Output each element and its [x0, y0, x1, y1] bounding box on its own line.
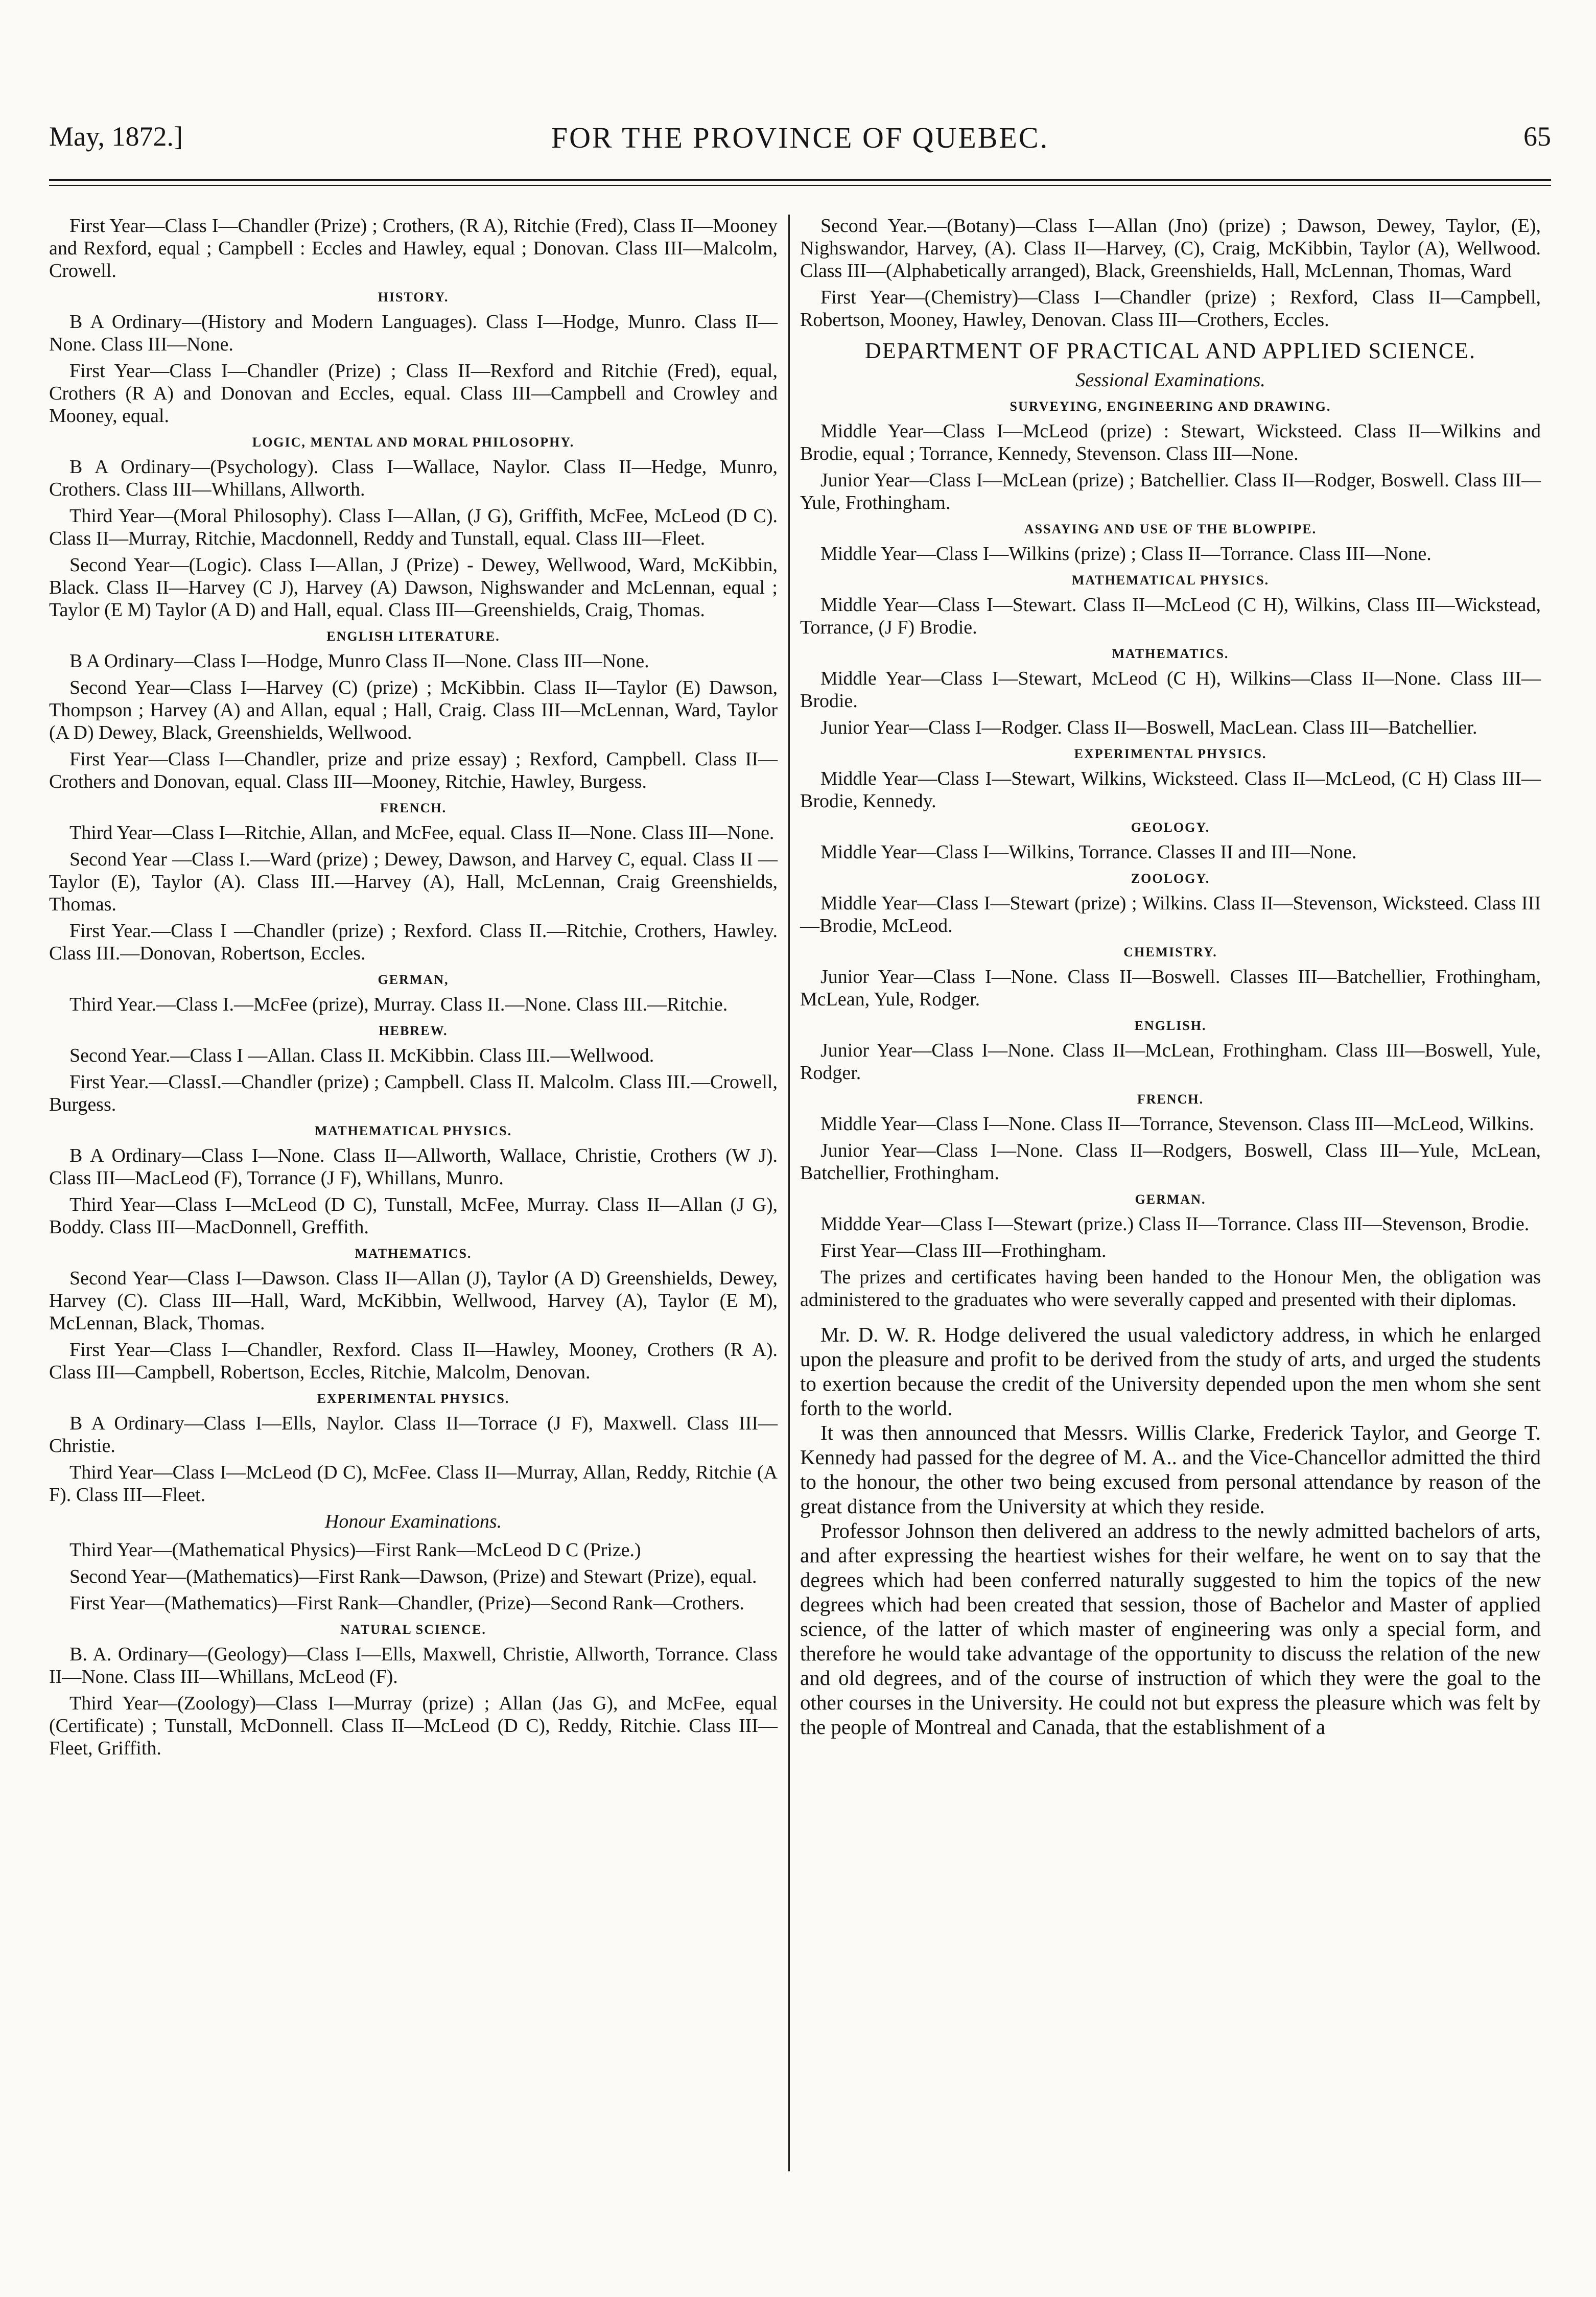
section-heading: HISTORY. [378, 290, 449, 304]
class-list-entry: First Year—(Chemistry)—Class I—Chandler (prize) ; Rexford, Class II—Campbell, Robertson, Mooney, Hawley, Denovan. Class III—Crothers, Eccles. [800, 287, 1541, 331]
class-list-entry: Third Year—Class I—McLeod (D C), Tunstall, McFee, Murray. Class II—Allan (J G), Boddy. Class III—MacDonnell, Greffith. [49, 1194, 778, 1238]
section-heading: FRENCH. [1137, 1092, 1204, 1107]
issue-date: May, 1872.] [49, 121, 183, 152]
class-list-entry: Middde Year—Class I—Stewart (prize.) Class II—Torrance. Class III—Stevenson, Brodie. [820, 1213, 1530, 1235]
class-list-entry: First Year—Class I—Chandler (Prize) ; Crothers, (R A), Ritchie (Fred), Class II—Mooney and Rexford, equal ; Campbell : Eccles and Hawley, equal ; Donovan. Class III—Malcolm, Crowell. [49, 215, 778, 282]
class-list-entry: First Year—Class I—Chandler, prize and prize essay) ; Rexford, Campbell. Class II—Crothers and Donovan, equal. Class III—Mooney, Ritchie, Hawley, Burgess. [49, 748, 778, 792]
section-heading: ENGLISH. [1134, 1018, 1207, 1033]
class-list-entry: Third Year—Class I—Ritchie, Allan, and McFee, equal. Class II—None. Class III—None. [69, 822, 774, 843]
department-heading: DEPARTMENT OF PRACTICAL AND APPLIED SCIENCE. [864, 338, 1476, 363]
section-heading: ASSAYING AND USE OF THE BLOWPIPE. [1024, 522, 1317, 536]
section-heading: HEBREW. [379, 1023, 448, 1038]
class-list-entry: Junior Year—Class I—None. Class II—Rodgers, Boswell, Class III—Yule, McLean, Batchellier, Frothingham. [800, 1140, 1541, 1184]
class-list-entry: B. A. Ordinary—(Geology)—Class I—Ells, Maxwell, Christie, Allworth, Torrance. Class II—None. Class III—Whillans, McLeod (F). [49, 1644, 778, 1687]
class-list-entry: Second Year.—Class I —Allan. Class II. McKibbin. Class III.—Wellwood. [69, 1045, 654, 1066]
subheading: Sessional Examinations. [1075, 369, 1265, 391]
class-list-entry: Middle Year—Class I—Stewart (prize) ; Wilkins. Class II—Stevenson, Wicksteed. Class III—Brodie, McLeod. [800, 893, 1541, 936]
section-heading: NATURAL SCIENCE. [340, 1622, 486, 1637]
class-list-entry: Junior Year—Class I—Rodger. Class II—Boswell, MacLean. Class III—Batchellier. [820, 717, 1477, 738]
class-list-entry: Junior Year—Class I—McLean (prize) ; Batchellier. Class II—Rodger, Boswell. Class III—Yule, Frothingham. [800, 470, 1541, 513]
section-heading: FRENCH. [380, 801, 447, 815]
article-paragraph: Mr. D. W. R. Hodge delivered the usual valedictory address, in which he enlarged upon the pleasure and profit to be derived from the study of arts, and urged the students to exertion because the credit of the University depended upon the men whom she sent forth to the world. [800, 1323, 1541, 1420]
section-heading: MATHEMATICAL PHYSICS. [1071, 573, 1270, 588]
section-heading: EXPERIMENTAL PHYSICS. [317, 1391, 510, 1406]
class-list-entry: Third Year—(Moral Philosophy). Class I—Allan, (J G), Griffith, McFee, McLeod (D C). Class II—Murray, Ritchie, Macdonnell, Reddy and Tunstall, equal. Class III—Fleet. [49, 505, 778, 549]
subheading: Honour Examinations. [324, 1511, 502, 1532]
class-list-entry: Junior Year—Class I—None. Class II—McLean, Frothingham. Class III—Boswell, Yule, Rodger. [800, 1040, 1541, 1084]
article-paragraph: It was then announced that Messrs. Willis Clarke, Frederick Taylor, and George T. Kennedy had passed for the degree of M. A.. and the Vice-Chancellor admitted the third to the honour, the other two being excused from personal attendance by reason of the great distance from the University at which they reside. [800, 1421, 1541, 1518]
article-paragraph: Professor Johnson then delivered an address to the newly admitted bachelors of arts, and after expressing the heartiest wishes for their welfare, he went on to say that the degrees which had been conferred naturally suggested to him the topics of the new degrees which had been created that session, those of Bachelor and Master of applied science, of the latter of which master of engineering was only a special form, and therefore he would take advantage of the opportunity to discuss the relation of the new and old degrees, and of the course of instruction of which they were the goal to the other courses in the University. He could not but express the pleasure which was felt by the people of Montreal and Canada, that the establishment of a [800, 1519, 1541, 1739]
class-list-entry: B A Ordinary—Class I—None. Class II—Allworth, Wallace, Christie, Crothers (W J). Class III—MacLeod (F), Torrance (J F), Whillans, Munro. [49, 1145, 778, 1189]
class-list-entry: Second Year—Class I—Dawson. Class II—Allan (J), Taylor (A D) Greenshields, Dewey, Harvey (C). Class III—Hall, Ward, McKibbin, Wellwood, Harvey (A), Taylor (E M), McLennan, Black, Thomas. [49, 1268, 778, 1334]
section-heading: MATHEMATICAL PHYSICS. [314, 1123, 512, 1138]
header-rule [49, 179, 1551, 181]
page-header [49, 121, 1551, 172]
column-divider [788, 215, 790, 2171]
class-list-entry: Middle Year—Class I—None. Class II—Torrance, Stevenson. Class III—McLeod, Wilkins. [820, 1113, 1534, 1135]
section-heading: SURVEYING, ENGINEERING AND DRAWING. [1010, 399, 1331, 414]
class-list-entry: Middle Year—Class I—Stewart. Class II—McLeod (C H), Wilkins, Class III—Wickstead, Torrance, (J F) Brodie. [800, 594, 1541, 638]
class-list-entry: First Year—Class I—Chandler, Rexford. Class II—Hawley, Mooney, Crothers (R A). Class III—Campbell, Robertson, Eccles, Ritchie, Malcolm, Denovan. [49, 1339, 778, 1383]
class-list-entry: The prizes and certificates having been handed to the Honour Men, the obligation was administered to the graduates who were severally capped and presented with their diplomas. [800, 1267, 1541, 1310]
class-list-entry: Second Year—(Logic). Class I—Allan, J (Prize) - Dewey, Wellwood, Ward, McKibbin, Black. Class II—Harvey (C J), Harvey (A) Dawson, Nighswander and McLennan, equal ; Taylor (E M) Taylor (A D) and Hall, equal. Class III—Greenshields, Craig, Thomas. [49, 554, 778, 621]
class-list-entry: B A Ordinary—Class I—Ells, Naylor. Class II—Torrace (J F), Maxwell. Class III—Christie. [49, 1413, 778, 1457]
section-heading: MATHEMATICS. [1112, 646, 1229, 661]
section-heading: ENGLISH LITERATURE. [326, 629, 500, 644]
class-list-entry: Second Year —Class I.—Ward (prize) ; Dewey, Dawson, and Harvey C, equal. Class II —Taylor (E), Taylor (A). Class III.—Harvey (A), Hall, McLennan, Craig Greenshields, Thomas. [49, 849, 778, 915]
class-list-entry: Third Year—Class I—McLeod (D C), McFee. Class II—Murray, Allan, Reddy, Ritchie (A F). Class III—Fleet. [49, 1462, 778, 1506]
header-rule-thin [49, 185, 1551, 186]
class-list-entry: First Year—(Mathematics)—First Rank—Chandler, (Prize)—Second Rank—Crothers. [69, 1592, 744, 1614]
section-heading: GEOLOGY. [1131, 820, 1210, 835]
left-column [49, 215, 778, 1764]
class-list-entry: B A Ordinary—Class I—Hodge, Munro Class II—None. Class III—None. [69, 650, 649, 672]
class-list-entry: First Year—Class III—Frothingham. [820, 1240, 1107, 1261]
class-list-entry: Third Year—(Zoology)—Class I—Murray (prize) ; Allan (Jas G), and McFee, equal (Certificate) ; Tunstall, McDonnell. Class II—McLeod (D C), Reddy, Ritchie. Class III—Fleet, Griffith. [49, 1693, 778, 1759]
class-list-entry: Middle Year—Class I—Wilkins, Torrance. Classes II and III—None. [820, 841, 1357, 863]
class-list-entry: Middle Year—Class I—McLeod (prize) : Stewart, Wicksteed. Class II—Wilkins and Brodie, equal ; Torrance, Kennedy, Stevenson. Class III—None. [800, 420, 1541, 464]
class-list-entry: Third Year.—Class I.—McFee (prize), Murray. Class II.—None. Class III.—Ritchie. [69, 994, 728, 1015]
class-list-entry: First Year—Class I—Chandler (Prize) ; Class II—Rexford and Ritchie (Fred), equal, Crothers (R A) and Donovan and Eccles, equal. Class III—Campbell and Crowley and Mooney, equal. [49, 360, 778, 427]
class-list-entry: Second Year—(Mathematics)—First Rank—Dawson, (Prize) and Stewart (Prize), equal. [69, 1566, 757, 1587]
right-column [800, 215, 1541, 1739]
class-list-entry: Second Year.—(Botany)—Class I—Allan (Jno) (prize) ; Dawson, Dewey, Taylor, (E), Nighswandor, Harvey, (A). Class II—Harvey, (C), Craig, McKibbin, Taylor (A), Wellwood. Class III—(Alphabetically arranged), Black, Greenshields, Hall, McLennan, Thomas, Ward [800, 215, 1541, 282]
class-list-entry: Junior Year—Class I—None. Class II—Boswell. Classes III—Batchellier, Frothingham, McLean, Yule, Rodger. [800, 966, 1541, 1010]
running-title: FOR THE PROVINCE OF QUEBEC. [551, 121, 1049, 154]
class-list-entry: Second Year—Class I—Harvey (C) (prize) ; McKibbin. Class II—Taylor (E) Dawson, Thompson ; Harvey (A) and Allan, equal ; Hall, Craig. Class III—McLennan, Ward, Taylor (A D) Dewey, Black, Greenshields, Wellwood. [49, 677, 778, 743]
class-list-entry: B A Ordinary—(History and Modern Languages). Class I—Hodge, Munro. Class II—None. Class III—None. [49, 311, 778, 355]
section-heading: LOGIC, MENTAL AND MORAL PHILOSOPHY. [252, 435, 575, 450]
class-list-entry: Middle Year—Class I—Stewart, McLeod (C H), Wilkins—Class II—None. Class III—Brodie. [800, 668, 1541, 712]
section-heading: GERMAN. [1135, 1192, 1206, 1207]
section-heading: EXPERIMENTAL PHYSICS. [1074, 746, 1267, 761]
section-heading: CHEMISTRY. [1123, 945, 1217, 959]
class-list-entry: Middle Year—Class I—Stewart, Wilkins, Wicksteed. Class II—McLeod, (C H) Class III—Brodie, Kennedy. [800, 768, 1541, 812]
class-list-entry: B A Ordinary—(Psychology). Class I—Wallace, Naylor. Class II—Hedge, Munro, Crothers. Class III—Whillans, Allworth. [49, 456, 778, 500]
class-list-entry: Middle Year—Class I—Wilkins (prize) ; Class II—Torrance. Class III—None. [820, 543, 1431, 565]
section-heading: GERMAN, [378, 972, 449, 987]
section-heading: MATHEMATICS. [355, 1246, 472, 1261]
section-heading: ZOOLOGY. [1131, 871, 1210, 886]
class-list-entry: Third Year—(Mathematical Physics)—First Rank—McLeod D C (Prize.) [69, 1539, 641, 1561]
class-list-entry: First Year.—Class I —Chandler (prize) ; Rexford. Class II.—Ritchie, Crothers, Hawley. Class III.—Donovan, Robertson, Eccles. [49, 920, 778, 964]
class-list-entry: First Year.—ClassI.—Chandler (prize) ; Campbell. Class II. Malcolm. Class III.—Crowell, Burgess. [49, 1071, 778, 1115]
page-number: 65 [1523, 121, 1551, 152]
